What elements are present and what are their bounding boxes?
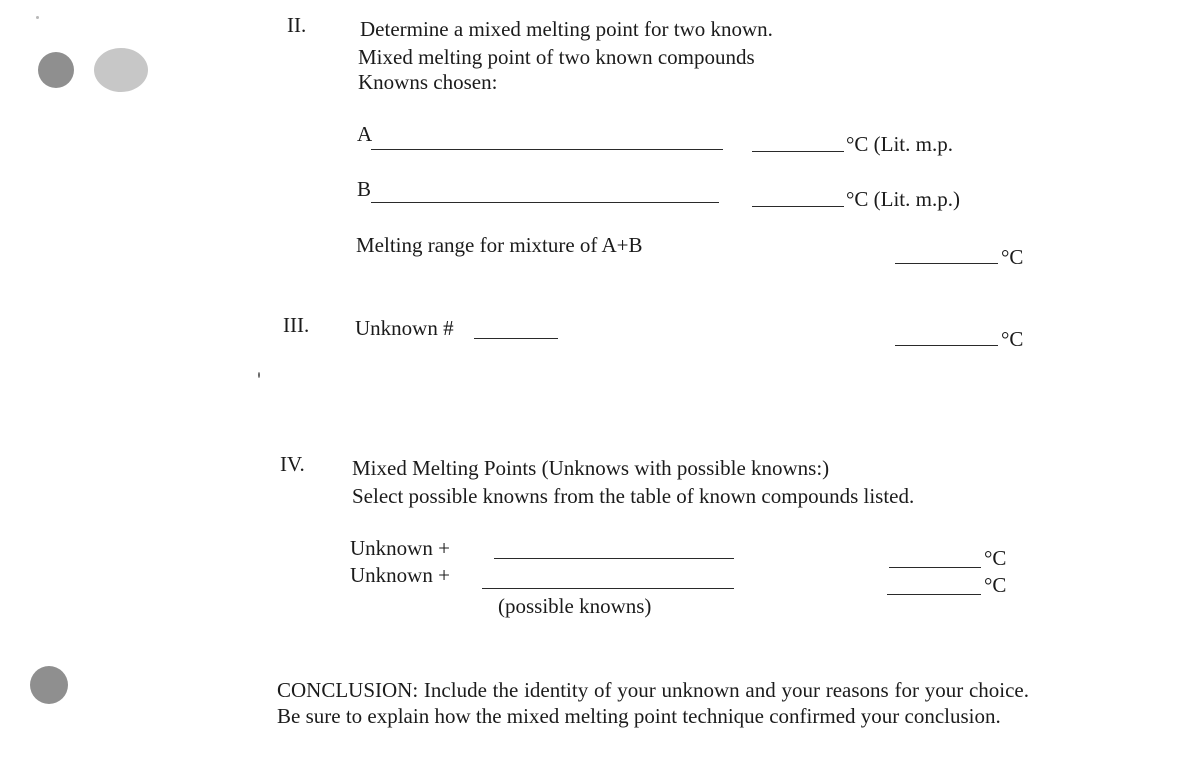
mixture-range-blank[interactable] xyxy=(895,263,998,264)
mixed-row-1-unit: °C xyxy=(984,546,1007,570)
known-b-label: B xyxy=(357,177,372,201)
section-2-line2: Mixed melting point of two known compounds xyxy=(358,45,755,69)
scan-speck xyxy=(36,16,39,19)
unknown-mp-blank[interactable] xyxy=(895,345,998,346)
section-3-numeral: III. xyxy=(283,313,310,337)
mixed-row-2-mp-blank[interactable] xyxy=(887,594,981,595)
known-a-unit: °C (Lit. m.p. xyxy=(846,132,953,156)
binder-hole-bottom xyxy=(30,666,68,704)
mixed-row-1-known-blank[interactable] xyxy=(494,558,734,559)
known-a-label: A xyxy=(357,122,373,146)
binder-hole-top-right xyxy=(94,48,148,92)
mixed-row-1-mp-blank[interactable] xyxy=(889,567,981,568)
unknown-number-blank[interactable] xyxy=(474,338,558,339)
mixed-row-2-label: Unknown + xyxy=(350,563,450,587)
mixed-row-2-known-blank[interactable] xyxy=(482,588,734,589)
binder-hole-top-left xyxy=(38,52,74,88)
section-4-subheading: Select possible knowns from the table of known compounds listed. xyxy=(352,484,915,508)
section-2-heading: Determine a mixed melting point for two known. xyxy=(360,17,773,41)
unknown-number-label: Unknown # xyxy=(355,316,454,340)
scan-speck xyxy=(258,372,260,378)
known-b-mp-blank[interactable] xyxy=(752,206,844,207)
section-2-numeral: II. xyxy=(287,13,307,37)
section-4-heading: Mixed Melting Points (Unknows with possible knowns:) xyxy=(352,456,830,480)
section-2-line3: Knowns chosen: xyxy=(358,70,498,94)
mixed-row-2-unit: °C xyxy=(984,573,1007,597)
known-b-unit: °C (Lit. m.p.) xyxy=(846,187,960,211)
unknown-mp-unit: °C xyxy=(1001,327,1024,351)
known-a-name-blank[interactable] xyxy=(371,149,723,150)
section-4-numeral: IV. xyxy=(280,452,305,476)
mixed-row-1-label: Unknown + xyxy=(350,536,450,560)
conclusion-paragraph: CONCLUSION: Include the identity of your unknown and your reasons for your choice. Be sure to explain how the mixed melting point technique confirmed your conclusion. xyxy=(277,678,1029,728)
possible-knowns-caption: (possible knowns) xyxy=(498,594,652,618)
known-b-name-blank[interactable] xyxy=(371,202,719,203)
known-a-mp-blank[interactable] xyxy=(752,151,844,152)
mixture-unit: °C xyxy=(1001,245,1024,269)
mixture-label: Melting range for mixture of A+B xyxy=(356,233,643,257)
